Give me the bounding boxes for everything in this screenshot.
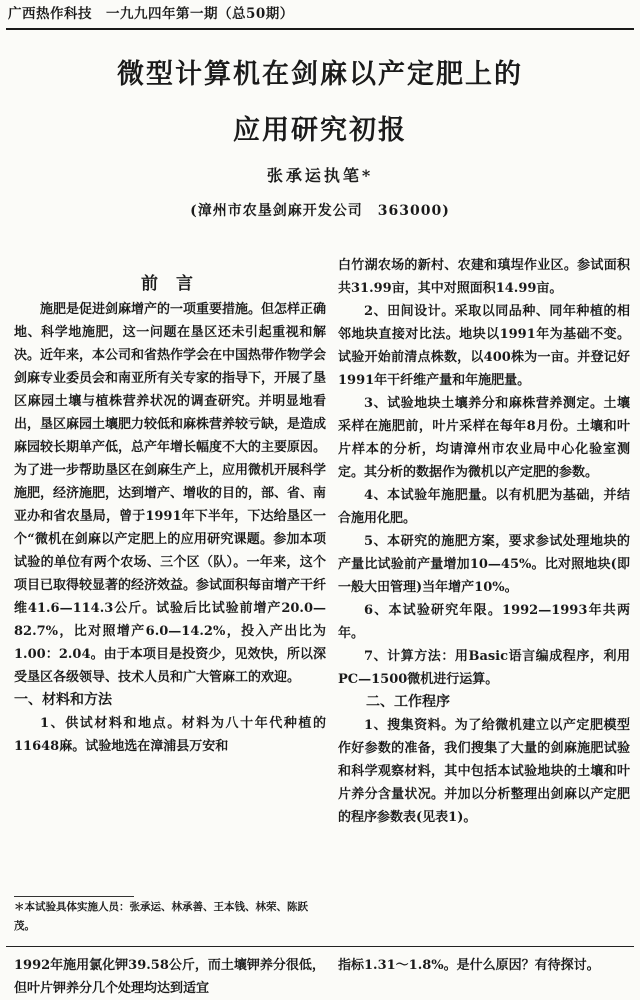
right-column [338,254,630,829]
article-title-line2: 应用研究初报 [233,115,407,146]
page-break-divider [6,946,634,947]
paragraph-field-design: 2、田间设计。采取以同品种、同年种植的相邻地块直接对比法。地块以1991年为基础不变。试验开始前清点株数，以400株为一亩。并登记好1991年干纤维产量和年施肥量。 [338,304,630,388]
paragraph-nutrient-test: 3、试验地块土壤养分和麻株营养测定。土壤采样在施肥前，叶片采样在每年8月份。土壤和叶片样本的分析，均请漳州市农业局中心化验室测定。其分析的数据作为微机以产定肥的参数。 [338,396,630,480]
journal-header: 广西热作科技 一九九四年第一期（总50期） [6,2,634,30]
paragraph-plan: 5、本研究的施肥方案，要求参试处理地块的产量比试验前产量增加10—45%。比对照地块(即一般大田管理)当年增产10%。 [338,534,630,595]
paragraph-continued: 白竹湖农场的新村、农建和瑱埕作业区。参试面积共31.99亩，其中对照面积14.99亩。 [338,258,630,296]
section-heading-materials: 一、材料和方法 [14,692,112,708]
next-page-left-text: 1992年施用氯化钾39.58公斤，而土壤钾养分很低，但叶片钾养分几个处理均达到适宜 [14,958,325,996]
paragraph-data-collection: 1、搜集资料。为了给微机建立以产定肥模型作好参数的准备，我们搜集了大量的剑麻施肥试验和科学观察材料，其中包括本试验地块的土壤和叶片养分含量状况。并加以分析整理出剑麻以产定肥的程序参数表(见表1)。 [338,718,630,825]
materials-paragraph: 1、供试材料和地点。材料为八十年代种植的11648麻。试验地选在漳浦县万安和 [14,716,326,754]
affiliation-line: (漳州市农垦剑麻开发公司 363000) [190,203,450,219]
intro-paragraph: 施肥是促进剑麻增产的一项重要措施。但怎样正确地、科学地施肥，这一问题在垦区还未引起重视和解决。近年来，本公司和省热作学会在中国热带作物学会剑麻专业委员会和南亚所有关专家的指导下，开展了垦区麻园土壤与植株营养状况的调查研究。并明显地看出，垦区麻园土壤肥力较低和麻株营养较亏缺，是造成麻园较长期单产低，总产年增长幅度不大的主要原因。为了进一步帮助垦区在剑麻生产上，应用微机开展科学施肥，经济施肥，达到增产、增收的目的，部、省、南亚办和省农垦局，曾于1991年下半年，下达给垦区一个“微机在剑麻以产定肥上的应用研究课题。参加本项试验的单位有两个农场、三个区（队）。一年来，这个项目已取得较显著的经济效益。参试面积每亩增产干纤维41.6—114.3公斤。试验后比试验前增产20.0—82.7%，比对照增产6.0—14.2%，投入产出比为1.00：2.04。由于本项目是投资少，见效快，所以深受垦区各级领导、技术人员和广大管麻工的欢迎。 [14,302,327,685]
section-heading-procedure: 二、工作程序 [366,694,450,710]
left-column [14,270,326,758]
author-line: 张承运执笔* [266,166,374,185]
paragraph-fertilizer: 4、本试验年施肥量。以有机肥为基础，并结合施用化肥。 [338,488,630,526]
section-heading-preface: 前 言 [141,274,199,294]
article-title-line1: 微型计算机在剑麻以产定肥上的 [117,59,523,90]
paragraph-method: 7、计算方法：用Basic语言编成程序，利用PC—1500微机进行运算。 [338,649,630,687]
footnote-divider [14,896,134,897]
next-page-right-text: 指标1.31～1.8%。是什么原因？有待探讨。 [338,958,600,973]
paragraph-duration: 6、本试验研究年限。1992—1993年共两年。 [338,603,630,641]
footnote: ＊本试验具体实施人员：张承运、林承善、王本钱、林荣、陈跃茂。 [14,901,308,932]
